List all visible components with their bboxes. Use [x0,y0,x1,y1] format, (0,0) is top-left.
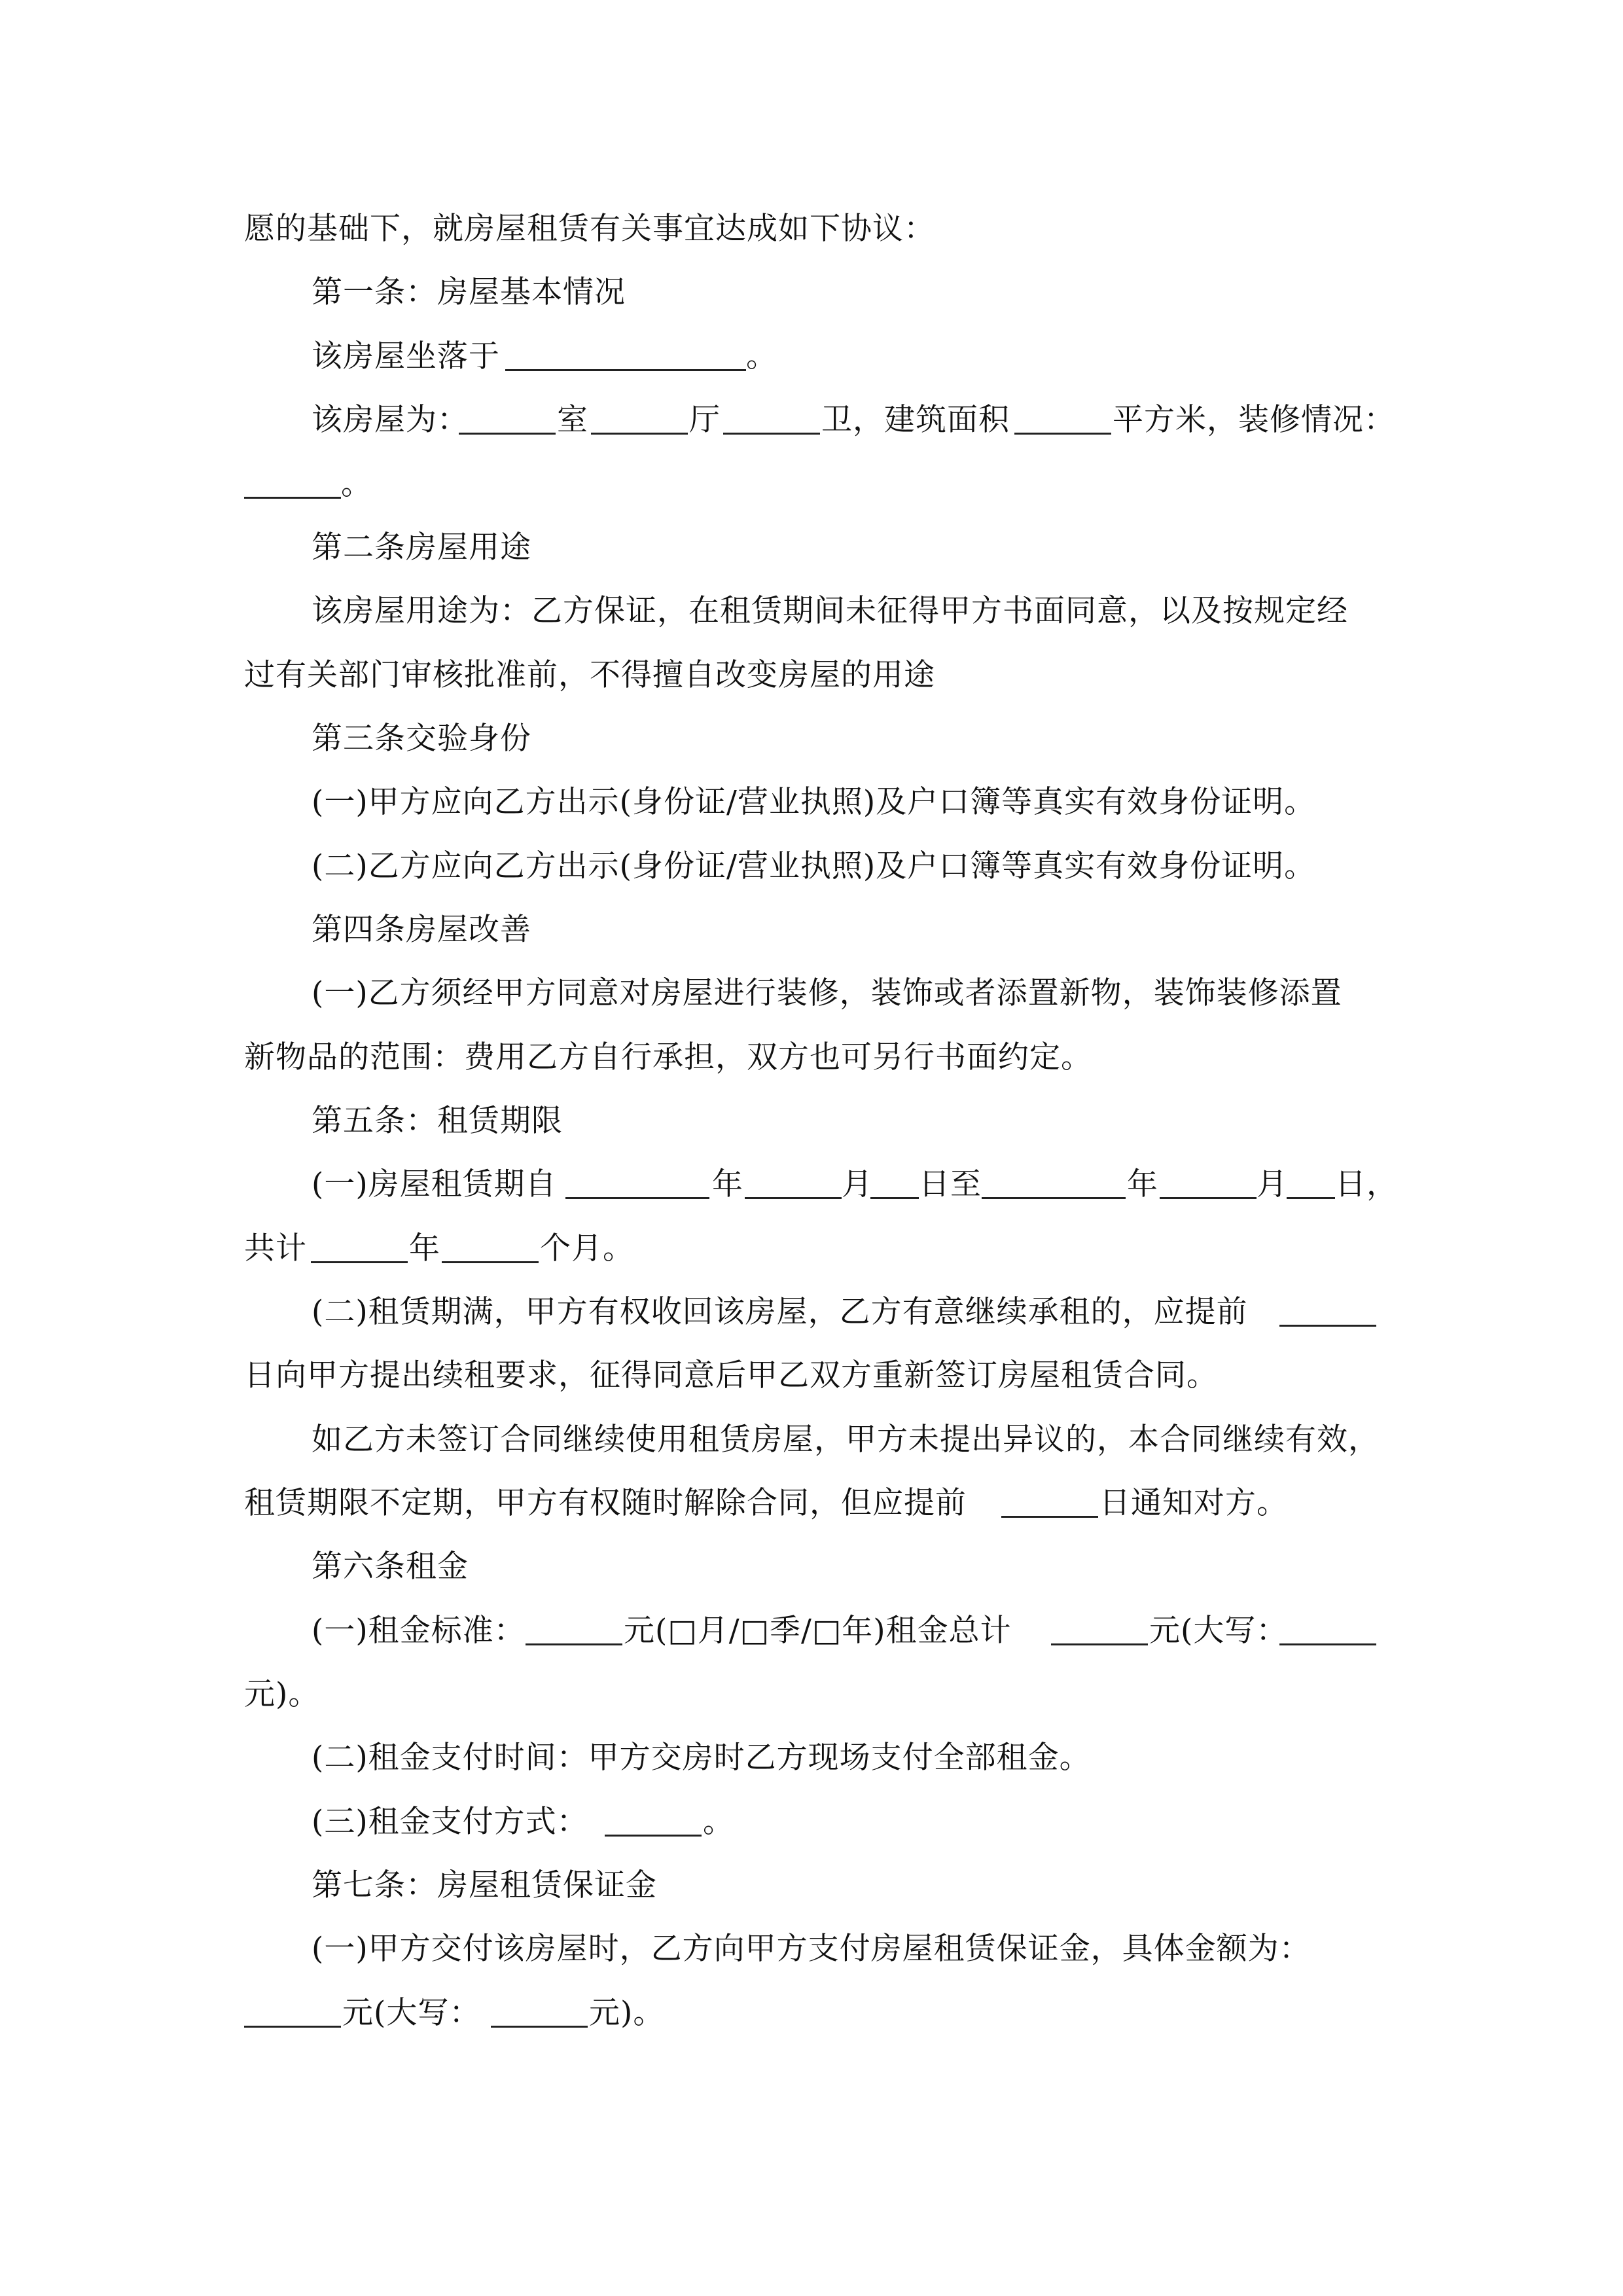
fill-in-blank [244,1988,341,2038]
text-segment: 过有关部门审核批准前，不得擅自改变房屋的用途 [244,657,935,693]
text-segment: 。 [746,338,777,374]
text-segment: (二)租赁期满，甲方有权收回该房屋，乙方有意继续承租的，应提前 [312,1294,1248,1330]
fill-in-blank [591,395,688,445]
text-segment: 年 [712,1166,743,1202]
fill-in-blank [870,1160,919,1210]
fill-in-blank [1014,395,1111,445]
fill-in-blank [745,1160,842,1210]
fill-in-blank [605,1797,702,1847]
paragraph-line [0,1415,1623,1465]
section-heading [0,523,1623,573]
section-heading [0,268,1623,317]
text-segment: 室 [557,402,588,438]
text-segment: 第七条：房屋租赁保证金 [312,1867,657,1903]
fill-in-blank [982,1160,1126,1210]
text-segment: 。 [341,466,372,502]
text-segment: 第四条房屋改善 [312,912,531,948]
text-segment: 厅 [689,402,721,438]
text-segment: (二)租金支付时间：甲方交房时乙方现场支付全部租金。 [312,1740,1091,1776]
paragraph-line [0,395,1623,445]
text-segment: 如乙方未签订合同继续使用租赁房屋，甲方未提出异议的，本合同继续有效， [312,1422,1380,1458]
text-segment: (一)甲方交付该房屋时，乙方向甲方支付房屋租赁保证金，具体金额为： [312,1931,1311,1967]
fill-in-blank [1001,1479,1098,1528]
text-segment: (一)租金标准： [312,1613,526,1649]
paragraph-line [0,778,1623,827]
fill-in-blank [442,1224,539,1274]
fill-in-blank [491,1988,588,2038]
text-segment: 月 [842,1166,873,1202]
text-segment: 第六条租金 [312,1549,469,1585]
text-segment: 元(大写： [342,1995,481,2031]
paragraph-line [0,969,1623,1018]
paragraph-line [0,204,1623,254]
fill-in-blank [1051,1606,1148,1656]
paragraph-line [0,1160,1623,1210]
paragraph-line [0,1479,1623,1528]
text-segment: 该房屋为： [312,402,469,438]
text-segment: 日向甲方提出续租要求，征得同意后甲乙双方重新签订房屋租赁合同。 [244,1357,1218,1393]
text-segment: (三)租金支付方式： [312,1804,588,1840]
text-segment: 愿的基础下，就房屋租赁有关事宜达成如下协议： [244,211,935,247]
fill-in-blank [505,332,746,382]
paragraph-line [0,1033,1623,1083]
paragraph-line [0,1988,1623,2038]
text-segment: 日至 [919,1166,982,1202]
paragraph-line [0,1351,1623,1401]
text-segment: 元(□月/□季/□年)租金总计 [624,1613,1012,1649]
paragraph-line [0,842,1623,891]
text-segment: 日通知对方。 [1099,1485,1288,1521]
text-segment: (一)乙方须经甲方同意对房屋进行装修，装饰或者添置新物，装饰装修添置 [312,975,1342,1011]
text-segment: 平方米，装修情况： [1113,402,1395,438]
fill-in-blank [1287,1160,1335,1210]
fill-in-blank [723,395,820,445]
text-segment: 。 [703,1804,734,1840]
text-segment: 第三条交验身份 [312,721,531,757]
text-segment: 元(大写： [1149,1613,1288,1649]
paragraph-line [0,459,1623,509]
text-segment: 租赁期限不定期，甲方有权随时解除合同，但应提前 [244,1485,967,1521]
text-segment: 该房屋用途为：乙方保证，在租赁期间未征得甲方书面同意，以及按规定经 [312,593,1348,629]
text-segment: (一)房屋租赁期自 [312,1166,557,1202]
fill-in-blank [526,1606,622,1656]
fill-in-blank [1279,1287,1376,1337]
text-segment: 第五条：租赁期限 [312,1103,563,1139]
section-heading [0,714,1623,764]
text-segment: 元)。 [589,1995,665,2031]
text-segment: 新物品的范围：费用乙方自行承担，双方也可另行书面约定。 [244,1039,1092,1075]
section-heading [0,1861,1623,1910]
text-segment: 共计 [244,1230,307,1266]
fill-in-blank [1279,1606,1376,1656]
section-heading [0,1096,1623,1146]
paragraph-line [0,1733,1623,1783]
text-segment: 第一条：房屋基本情况 [312,274,626,310]
text-segment: (二)乙方应向乙方出示(身份证/营业执照)及户口簿等真实有效身份证明。 [312,848,1316,884]
text-segment: 年 [1127,1166,1158,1202]
paragraph-line [0,332,1623,382]
text-segment: 该房屋坐落于 [312,338,500,374]
text-segment: (一)甲方应向乙方出示(身份证/营业执照)及户口簿等真实有效身份证明。 [312,784,1316,820]
text-segment: 年 [409,1230,440,1266]
text-segment: 日， [1335,1166,1398,1202]
fill-in-blank [311,1224,408,1274]
paragraph-line [0,651,1623,700]
paragraph-line [0,1287,1623,1337]
fill-in-blank [1160,1160,1257,1210]
text-segment: 月 [1257,1166,1288,1202]
text-segment: 元)。 [244,1676,320,1712]
paragraph-line [0,1224,1623,1274]
paragraph-line [0,1797,1623,1847]
paragraph-line [0,586,1623,636]
paragraph-line [0,1670,1623,1719]
text-segment: 第二条房屋用途 [312,529,531,565]
section-heading [0,1542,1623,1592]
paragraph-line [0,1606,1623,1656]
fill-in-blank [565,1160,709,1210]
text-segment: 个月。 [540,1230,634,1266]
paragraph-line [0,1924,1623,1974]
section-heading [0,905,1623,955]
fill-in-blank [459,395,556,445]
fill-in-blank [244,459,341,509]
text-segment: 卫，建筑面积 [821,402,1010,438]
